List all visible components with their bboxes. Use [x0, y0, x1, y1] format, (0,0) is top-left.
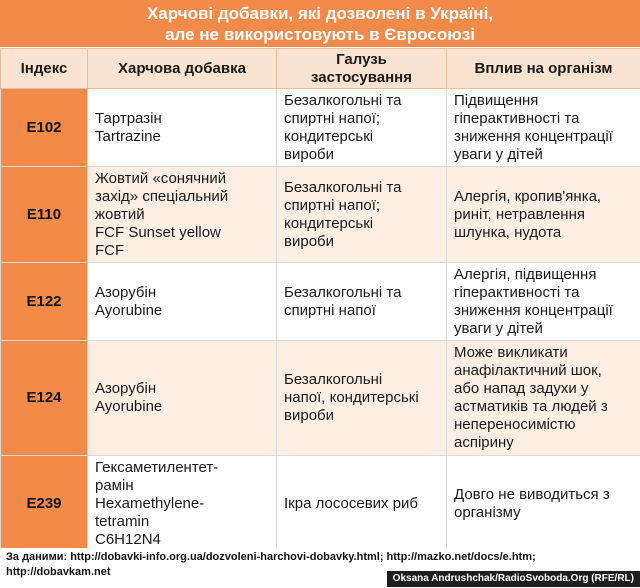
header-usage-line-1: Галузь [336, 50, 387, 68]
cell-line: спиртні напої [284, 301, 376, 319]
cell-line: Ayorubine [95, 301, 163, 319]
cell-line: Гексаметилентет- [95, 458, 219, 476]
cell-line: Ayorubine [95, 398, 163, 415]
cell-line: або напад задухи у [454, 380, 589, 397]
additive-cell [88, 263, 277, 341]
additive-cell [88, 167, 277, 263]
header-effect: Вплив на організм [447, 49, 640, 89]
row-index: E124 [1, 341, 88, 456]
cell-line: риніт, нетравлення [454, 205, 585, 223]
cell-line: вироби [284, 407, 335, 424]
effect-cell [447, 263, 640, 341]
cell-line: вироби [284, 232, 335, 250]
effect-cell [447, 341, 640, 456]
cell-line: Hexamethylene- [95, 494, 205, 512]
cell-line: Підвищення [454, 91, 539, 109]
usage-cell [277, 167, 447, 263]
cell-line: вироби [284, 145, 335, 163]
usage-cell [277, 263, 447, 341]
table-row [1, 263, 640, 341]
table-row [1, 456, 640, 552]
cell-line: Алергія, кропив'янка, [454, 187, 602, 205]
cell-line: Безалкогольні та [284, 178, 402, 196]
cell-line: гіперактивності та [454, 283, 580, 301]
cell-line: жовтий [95, 205, 145, 223]
cell-line: спиртні напої; [284, 196, 381, 214]
header-usage [277, 49, 447, 89]
cell-line: анафілактичний шок, [454, 362, 602, 379]
cell-line: C6H12N4 [95, 530, 161, 548]
usage-cell [277, 341, 447, 456]
cell-line: Алергія, підвищення [454, 265, 597, 283]
title-line-2: але не використовують в Євросоюзі [165, 25, 475, 44]
cell-line: Жовтий «сонячний [95, 169, 227, 187]
cell-line: Тартразін [95, 109, 162, 127]
cell-line: аспірину [454, 434, 514, 451]
cell-line: Азорубін [95, 283, 157, 301]
cell-line: Tartrazine [95, 127, 161, 145]
usage-cell [277, 89, 447, 167]
additive-cell [88, 89, 277, 167]
cell-line: гіперактивності та [454, 109, 580, 127]
footer-sources [0, 548, 640, 588]
cell-line: астматиків та людей з [454, 398, 608, 415]
infographic-title [0, 0, 640, 47]
cell-line: Довго не виводиться з [454, 485, 610, 503]
table-row [1, 341, 640, 456]
table-row [1, 167, 640, 263]
cell-line: FCF [95, 241, 125, 259]
cell-line: уваги у дітей [454, 319, 543, 337]
cell-line: захід» спеціальний [95, 187, 229, 205]
additive-cell [88, 456, 277, 552]
source-line-2: http://dobavkam.net [6, 566, 111, 578]
title-line-1: Харчові добавки, які дозволені в Україні, [146, 4, 494, 23]
header-index: Індекс [1, 49, 88, 89]
row-index: E102 [1, 89, 88, 167]
effect-cell [447, 456, 640, 552]
usage-cell [277, 456, 447, 552]
additives-table [0, 48, 640, 552]
cell-line: Може викликати [454, 344, 568, 361]
cell-line: непереносимістю [454, 416, 576, 433]
cell-line: Ікра лососевих риб [284, 494, 419, 512]
cell-line: уваги у дітей [454, 145, 543, 163]
row-index: E122 [1, 263, 88, 341]
cell-line: спиртні напої; [284, 109, 381, 127]
cell-line: шлунка, нудота [454, 223, 562, 241]
effect-cell [447, 89, 640, 167]
cell-line: рамін [95, 476, 134, 494]
source-line-1: За даними: http://dobavki-info.org.ua/dozvoleni-harchovi-dobavky.html; http://mazko.net/docs/e.htm; [6, 551, 536, 563]
header-usage-line-2: застосування [311, 68, 412, 86]
table-header-row [1, 49, 640, 89]
row-index: E110 [1, 167, 88, 263]
cell-line: зниження концентрації [454, 127, 613, 145]
cell-line: Безалкогольні та [284, 283, 402, 301]
cell-line: організму [454, 503, 521, 521]
cell-line: кондитерські [284, 127, 374, 145]
cell-line: напої, кондитерські [284, 389, 419, 406]
cell-line: зниження концентрації [454, 301, 613, 319]
cell-line: Безалкогольні та [284, 91, 402, 109]
cell-line: Азорубін [95, 380, 157, 397]
cell-line: tetramin [95, 512, 150, 530]
author-credit: Oksana Andrushchak/RadioSvoboda.Org (RFE/RL) [387, 571, 640, 587]
cell-line: FCF Sunset yellow [95, 223, 221, 241]
additive-cell [88, 341, 277, 456]
table-row [1, 89, 640, 167]
effect-cell [447, 167, 640, 263]
header-additive: Харчова добавка [88, 49, 277, 89]
row-index: E239 [1, 456, 88, 552]
cell-line: Безалкогольні [284, 371, 383, 388]
cell-line: кондитерські [284, 214, 374, 232]
